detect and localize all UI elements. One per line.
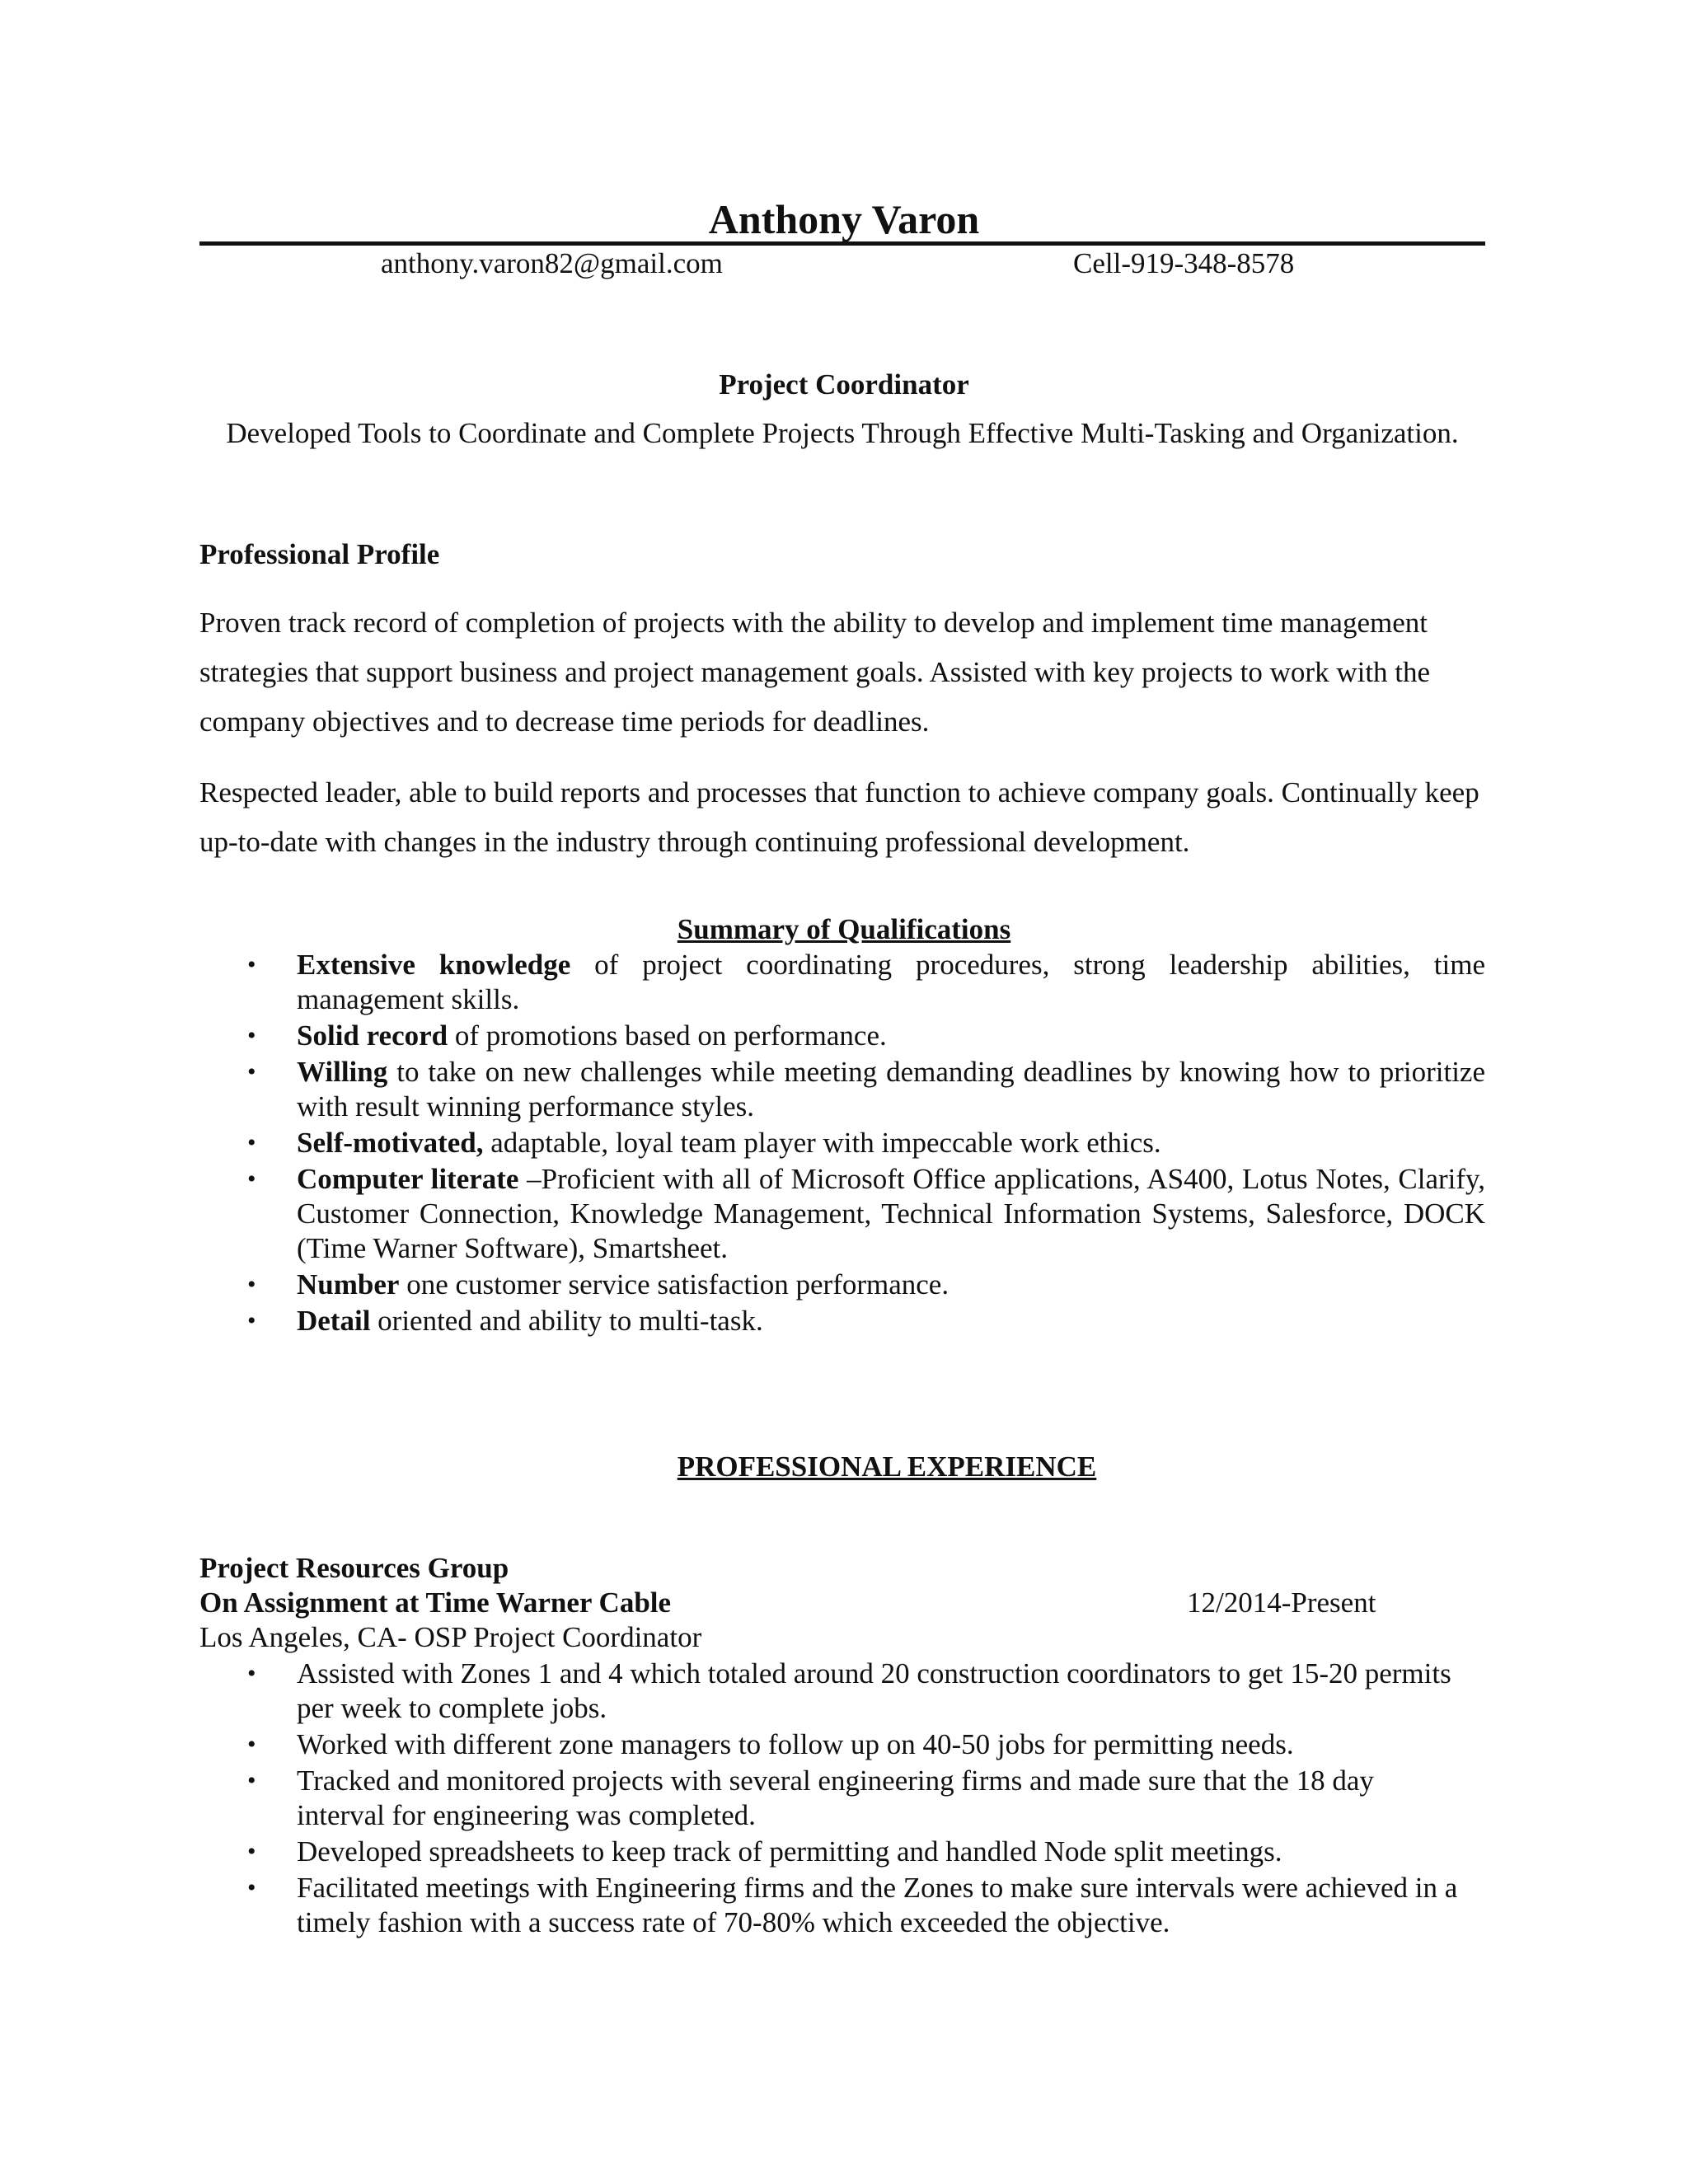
- experience-heading-text: PROFESSIONAL EXPERIENCE: [677, 1451, 1097, 1483]
- objective-title: Project Coordinator: [719, 368, 969, 401]
- experience-text: Facilitated meetings with Engineering firms and the Zones to make sure intervals were achieved in a timely fashion with a success rate of 70-80% which exceeded the objective.: [297, 1872, 1458, 1938]
- contact-phone: Cell-919-348-8578: [1073, 247, 1295, 279]
- qualification-text: of project coordinating procedures, strong leadership abilities, time management skills.: [297, 949, 1485, 1015]
- experience-item: [247, 1727, 1467, 1762]
- qualification-bold: Solid record: [297, 1019, 448, 1052]
- qualification-bold: Number: [297, 1268, 400, 1301]
- profile-heading: Professional Profile: [199, 538, 440, 570]
- assignment-title: On Assignment at Time Warner Cable: [199, 1586, 672, 1619]
- experience-item: [247, 1764, 1467, 1833]
- bullet-icon: •: [247, 1058, 256, 1085]
- qualification-item: [247, 1304, 1485, 1338]
- profile-paragraph: Respected leader, able to build reports and processes that function to achieve company goals. Continually keep up-to-date with changes in the industry through continuing professional development.: [199, 776, 1479, 858]
- experience-text: Tracked and monitored projects with several engineering firms and made sure that the 18 day interval for engineering was completed.: [297, 1765, 1374, 1831]
- qualification-item: [247, 948, 1485, 1017]
- experience-text: Assisted with Zones 1 and 4 which totaled around 20 construction coordinators to get 15-20 permits per week to complete jobs.: [297, 1657, 1451, 1724]
- bullet-icon: •: [247, 1731, 256, 1758]
- bullet-icon: •: [247, 1022, 256, 1049]
- bullet-icon: •: [247, 1165, 256, 1193]
- qualification-bold: Detail: [297, 1305, 371, 1337]
- qualification-item: [247, 1162, 1485, 1266]
- summary-heading-text: Summary of Qualifications: [677, 913, 1011, 945]
- experience-bullets: [247, 1657, 1467, 1942]
- candidate-name: Anthony Varon: [708, 196, 980, 242]
- qualifications-list: [247, 948, 1485, 1340]
- qualification-bold: Computer literate: [297, 1163, 519, 1195]
- bullet-icon: •: [247, 951, 256, 978]
- employment-dates: 12/2014-Present: [1187, 1586, 1376, 1619]
- qualification-item: [247, 1268, 1485, 1302]
- experience-item: [247, 1835, 1467, 1869]
- objective-text: Developed Tools to Coordinate and Complete Projects Through Effective Multi-Tasking and Organization.: [226, 417, 1459, 449]
- qualification-item: [247, 1126, 1485, 1160]
- summary-heading: [0, 910, 1688, 949]
- experience-text: Worked with different zone managers to follow up on 40-50 jobs for permitting needs.: [297, 1728, 1294, 1760]
- qualification-text: of promotions based on performance.: [448, 1019, 887, 1052]
- bullet-icon: •: [247, 1838, 256, 1865]
- experience-heading: [0, 1447, 1688, 1487]
- qualification-text: to take on new challenges while meeting demanding deadlines by knowing how to prioritize with result winning performance styles.: [297, 1056, 1485, 1122]
- bullet-icon: •: [247, 1874, 256, 1901]
- bullet-icon: •: [247, 1271, 256, 1298]
- qualification-bold: Willing: [297, 1056, 388, 1088]
- company-name: Project Resources Group: [199, 1552, 509, 1584]
- qualification-bold: Self-motivated,: [297, 1127, 484, 1159]
- experience-text: Developed spreadsheets to keep track of permitting and handled Node split meetings.: [297, 1835, 1282, 1868]
- qualification-bold: Extensive knowledge: [297, 949, 571, 981]
- qualification-text: adaptable, loyal team player with impeccable work ethics.: [483, 1127, 1161, 1159]
- qualification-text: –Proficient with all of Microsoft Office applications, AS400, Lotus Notes, Clarify, Customer Connection, Knowledge Management, Technical Information Systems, Salesforce, DOCK (Time Warner Software), Smartsheet.: [297, 1163, 1485, 1264]
- qualification-item: [247, 1019, 1485, 1053]
- bullet-icon: •: [247, 1307, 256, 1334]
- qualification-text: one customer service satisfaction performance.: [399, 1268, 950, 1301]
- experience-item: [247, 1657, 1467, 1726]
- bullet-icon: •: [247, 1129, 256, 1156]
- bullet-icon: •: [247, 1660, 256, 1687]
- qualification-item: [247, 1055, 1485, 1124]
- bullet-icon: •: [247, 1767, 256, 1794]
- experience-item: [247, 1871, 1467, 1940]
- location-role: Los Angeles, CA- OSP Project Coordinator: [199, 1621, 702, 1653]
- qualification-text: oriented and ability to multi-task.: [370, 1305, 763, 1337]
- profile-paragraph: Proven track record of completion of projects with the ability to develop and implement time management strategies that support business and project management goals. Assisted with key projects to work with the company objectives and to decrease time periods for deadlines.: [199, 607, 1431, 738]
- contact-email: anthony.varon82@gmail.com: [381, 247, 723, 279]
